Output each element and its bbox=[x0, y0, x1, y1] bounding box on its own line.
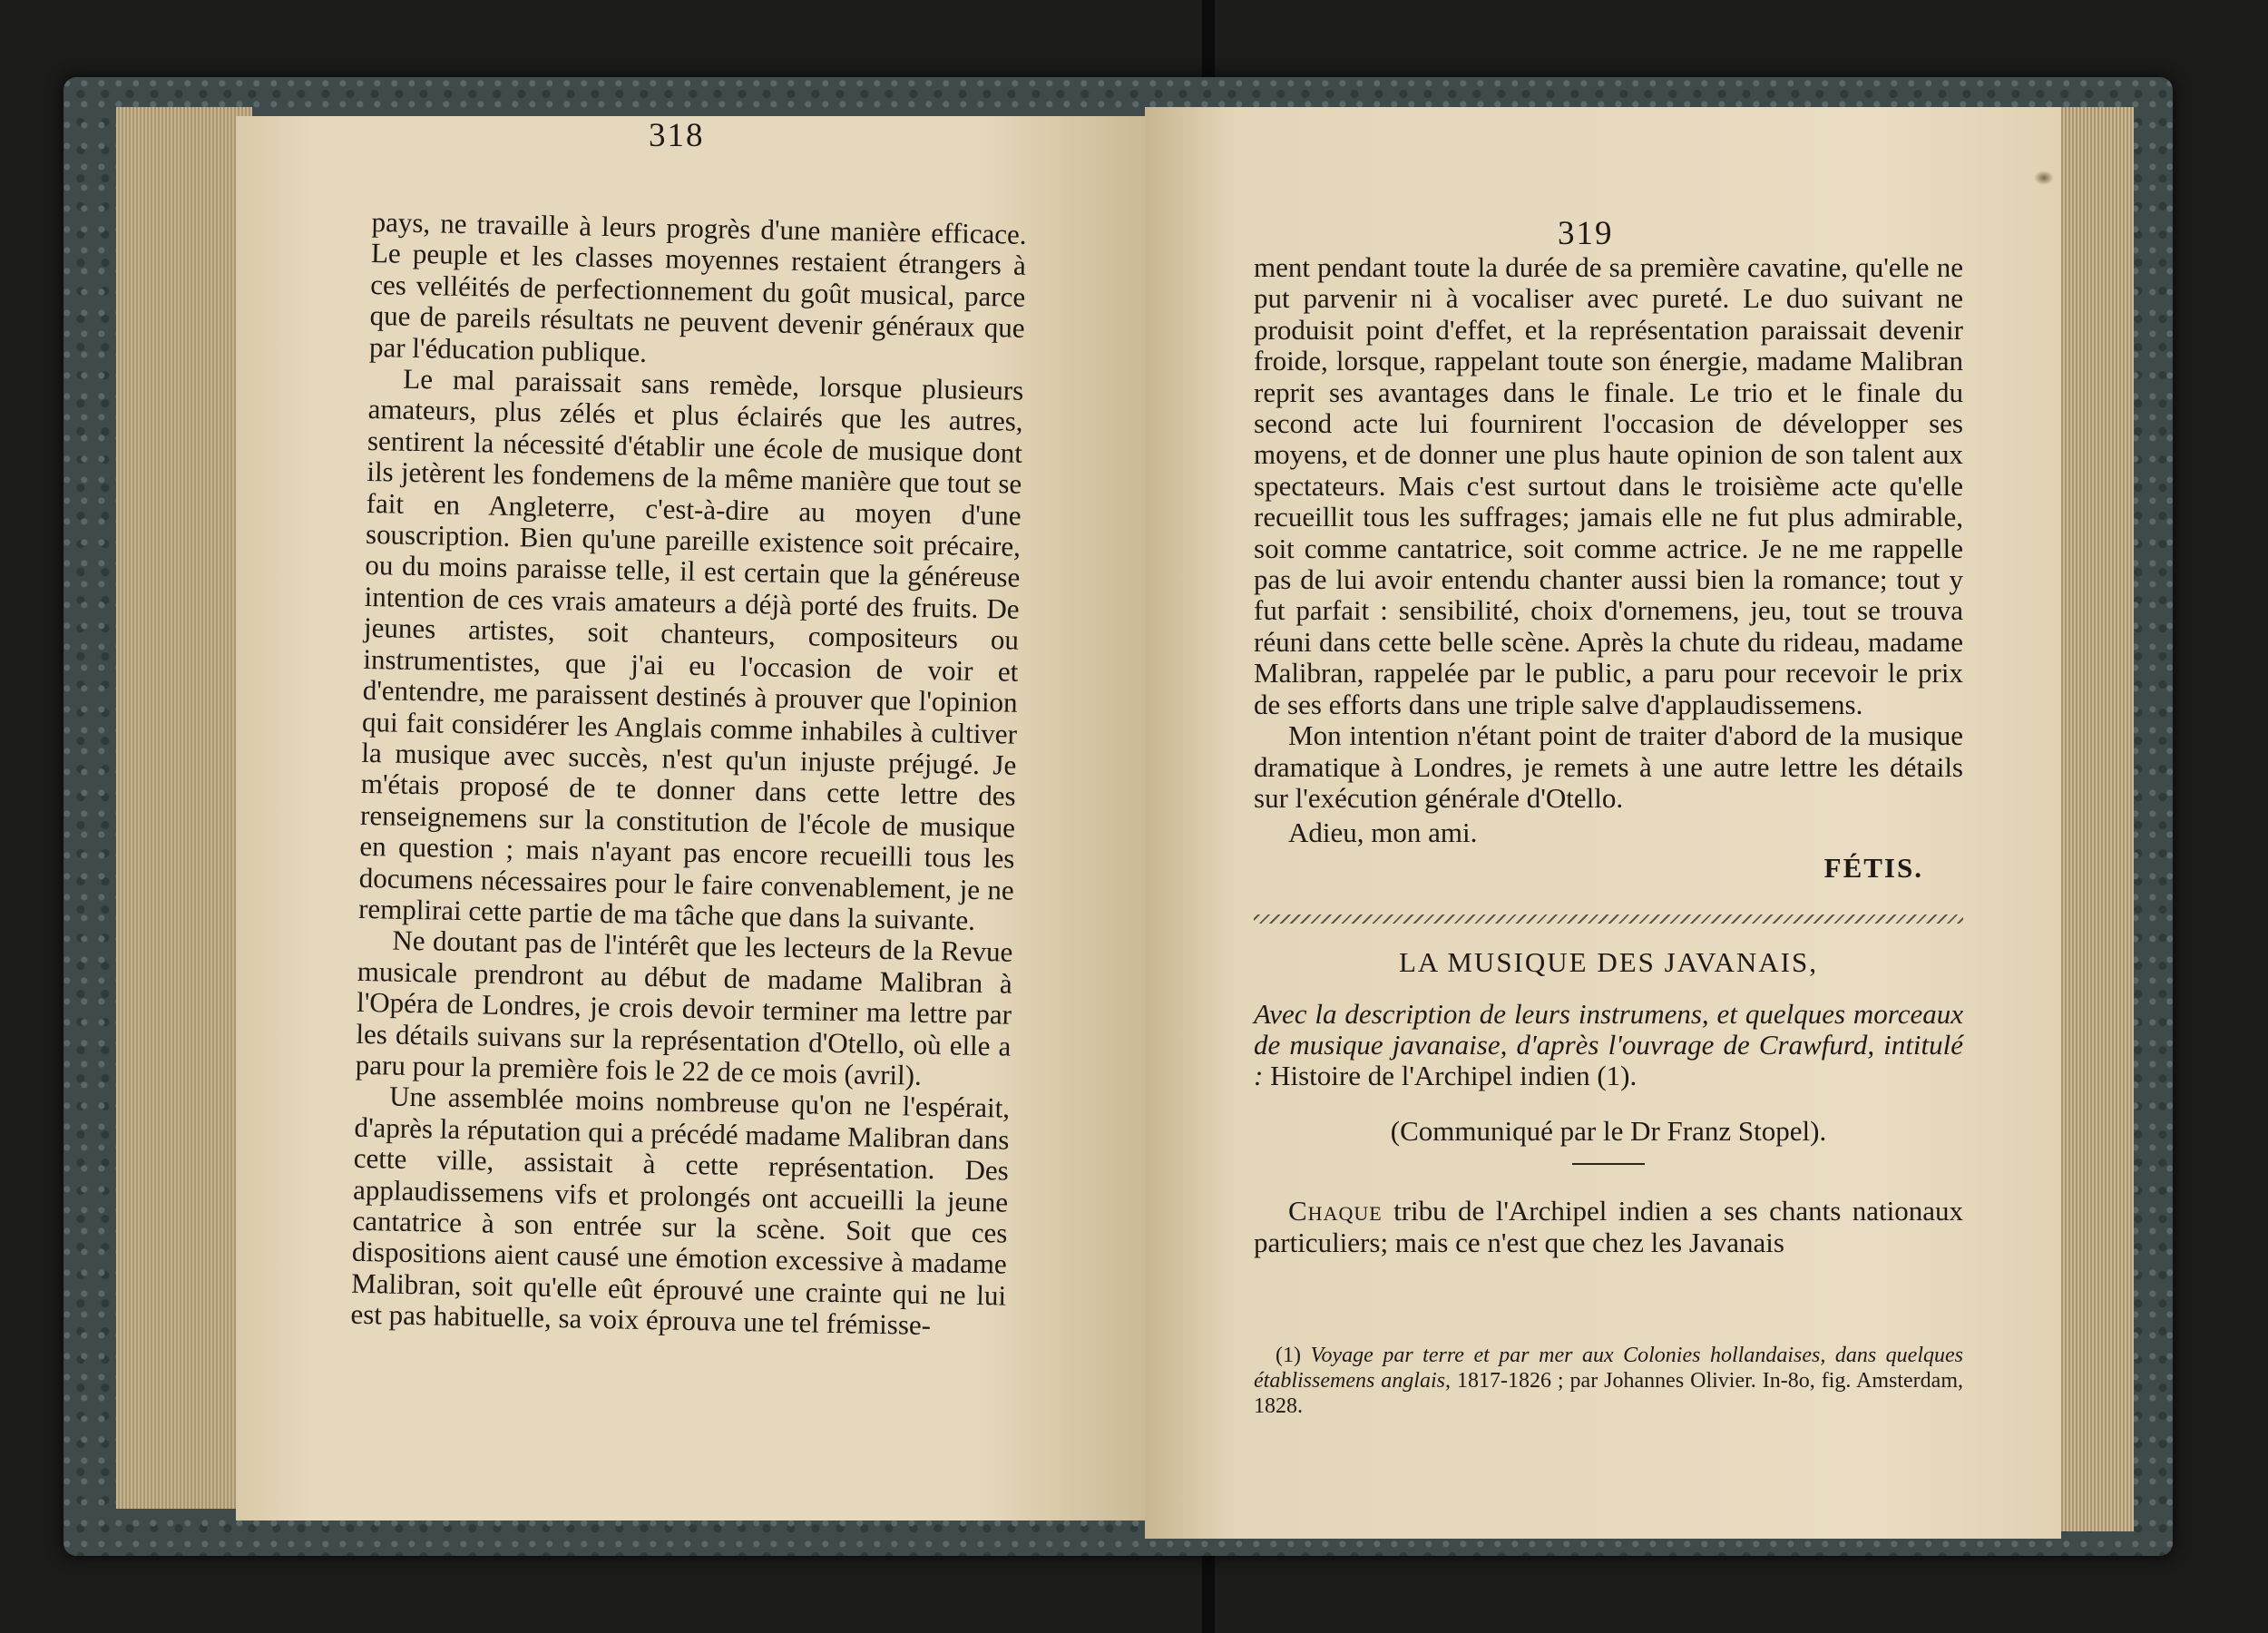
footnote-mark: (1) bbox=[1276, 1344, 1301, 1367]
section-subtitle bbox=[1254, 999, 1963, 1092]
opening-text: tribu de l'Archipel indien a ses chants nationaux particuliers; mais ce n'est que chez les Javanais bbox=[1254, 1195, 1963, 1258]
page-edges-left bbox=[116, 107, 252, 1509]
footnote-italic: Voyage par terre et par mer aux Colonies hollandaises, dans quelques établissemens anglais, bbox=[1254, 1344, 1963, 1393]
left-page bbox=[236, 116, 1161, 1521]
subtitle-roman: Histoire de l'Archipel indien (1). bbox=[1270, 1060, 1637, 1092]
closing-text: Adieu, mon ami. bbox=[1288, 816, 1478, 849]
paragraph: Ne doutant pas de l'intérêt que les lecteurs de la Revue musicale prendront au début de madame Malibran à l'Opéra de Londres, je crois devoir terminer ma lettre par les détails suivans sur la représentation d'Otello, où elle a paru pour la première fois le 22 de ce mois (avril). bbox=[355, 924, 1013, 1091]
signature-row bbox=[1254, 853, 1963, 884]
right-page-text bbox=[1254, 252, 1963, 1258]
right-page bbox=[1145, 107, 2061, 1539]
communique-line: (Communiqué par le Dr Franz Stopel). bbox=[1390, 1114, 1827, 1147]
letter-closing bbox=[1254, 817, 1963, 848]
section-divider bbox=[1254, 914, 1963, 924]
signature: FÉTIS. bbox=[1823, 851, 1923, 884]
paper-stain bbox=[2034, 171, 2054, 185]
paragraph: pays, ne travaille à leurs progrès d'une manière efficace. Le peuple et les classes moyennes restaient étrangers à ces velléités de perfectionnement du goût musical, parce que de pareils résultats ne peuvent devenir généraux que par l'éducation publique. bbox=[368, 206, 1027, 368]
page-number: 318 bbox=[649, 117, 705, 154]
dropcap-word: Chaque bbox=[1288, 1195, 1383, 1227]
footnote-roman: 1817-1826 ; par Johannes Olivier. In-8o, fig. Amsterdam, 1828. bbox=[1254, 1369, 1963, 1418]
left-page-text bbox=[350, 207, 1027, 1343]
short-divider bbox=[1572, 1163, 1645, 1165]
paragraph: Le mal paraissait sans remède, lorsque plusieurs amateurs, plus zélés et plus éclairés que les autres, sentirent la nécessité d'établir une école de musique dont ils jetèrent les fondemens de la même manière que tout se fait en Angleterre, c'est-à-dire au moyen d'une souscription. Bien qu'une pareille existence soit précaire, ou du moins paraisse telle, il est certain que la généreuse intention de ces vrais amateurs a déjà porté des fruits. De jeunes artistes, soit chanteurs, compositeurs ou instrumentistes, que j'ai eu l'occasion de voir et d'entendre, me paraissent destinés à prouver que l'opinion qui fait considérer les Anglais comme inhabiles à cultiver la musique avec succès, n'est qu'un injuste préjugé. Je m'étais proposé de te donner dans cette lettre des renseignemens sur la constitution de l'école de musique en question ; mais n'ayant pas encore recueilli tous les documens nécessaires pour le faire convenablement, je ne remplirai cette partie de ma tâche que dans la suivante. bbox=[357, 362, 1024, 936]
page-number: 319 bbox=[1558, 215, 1614, 252]
footnote bbox=[1254, 1343, 1963, 1419]
paragraph: Mon intention n'étant point de traiter d'abord de la musique dramatique à Londres, je remets à une autre lettre les détails sur l'exécution générale d'Otello. bbox=[1254, 719, 1963, 814]
paragraph: ment pendant toute la durée de sa première cavatine, qu'elle ne put parvenir ni à vocaliser avec pureté. Le duo suivant ne produisit point d'effet, et la représentation paraissait devenir froide, lorsque, rappelant toute son énergie, madame Malibran reprit ses avantages dans le finale. Le trio et le finale du second acte lui fournirent l'occasion de développer ses moyens, et de donner une plus haute opinion de son talent aux spectateurs. Mais c'est surtout dans le troisième acte qu'elle recueillit tous les suffrages; jamais elle ne fut plus admirable, soit comme cantatrice, soit comme actrice. Je ne me rappelle pas de lui avoir entendu chanter aussi bien la romance; tout y fut parfait : sensibilité, choix d'ornemens, jeu, tout se trouva réuni dans cette belle scène. Après la chute du rideau, madame Malibran, rappelée par le public, a paru pour recevoir le prix de ses efforts dans une triple salve d'applaudissemens. bbox=[1254, 251, 1963, 720]
page-edges-right bbox=[2050, 107, 2134, 1531]
opening-paragraph bbox=[1254, 1196, 1963, 1258]
subtitle-italic: Avec la description de leurs instrumens, et quelques morceaux de musique javanaise, d'après l'ouvrage de Crawfurd, intitulé : bbox=[1254, 997, 1963, 1092]
section-title: LA MUSIQUE DES JAVANAIS, bbox=[1399, 946, 1818, 979]
paragraph: Une assemblée moins nombreuse qu'on ne l'espérait, d'après la réputation qui a précédé madame Malibran dans cette ville, assistait à cette représentation. Des applaudissemens vifs et prolongés ont accueilli la jeune cantatrice à son entrée sur la scène. Soit que ces dispositions aient causé une émotion excessive à madame Malibran, soit qu'elle eût éprouvé une crainte qui ne lui est pas habituelle, sa voix éprouva une tel frémisse- bbox=[350, 1080, 1011, 1342]
